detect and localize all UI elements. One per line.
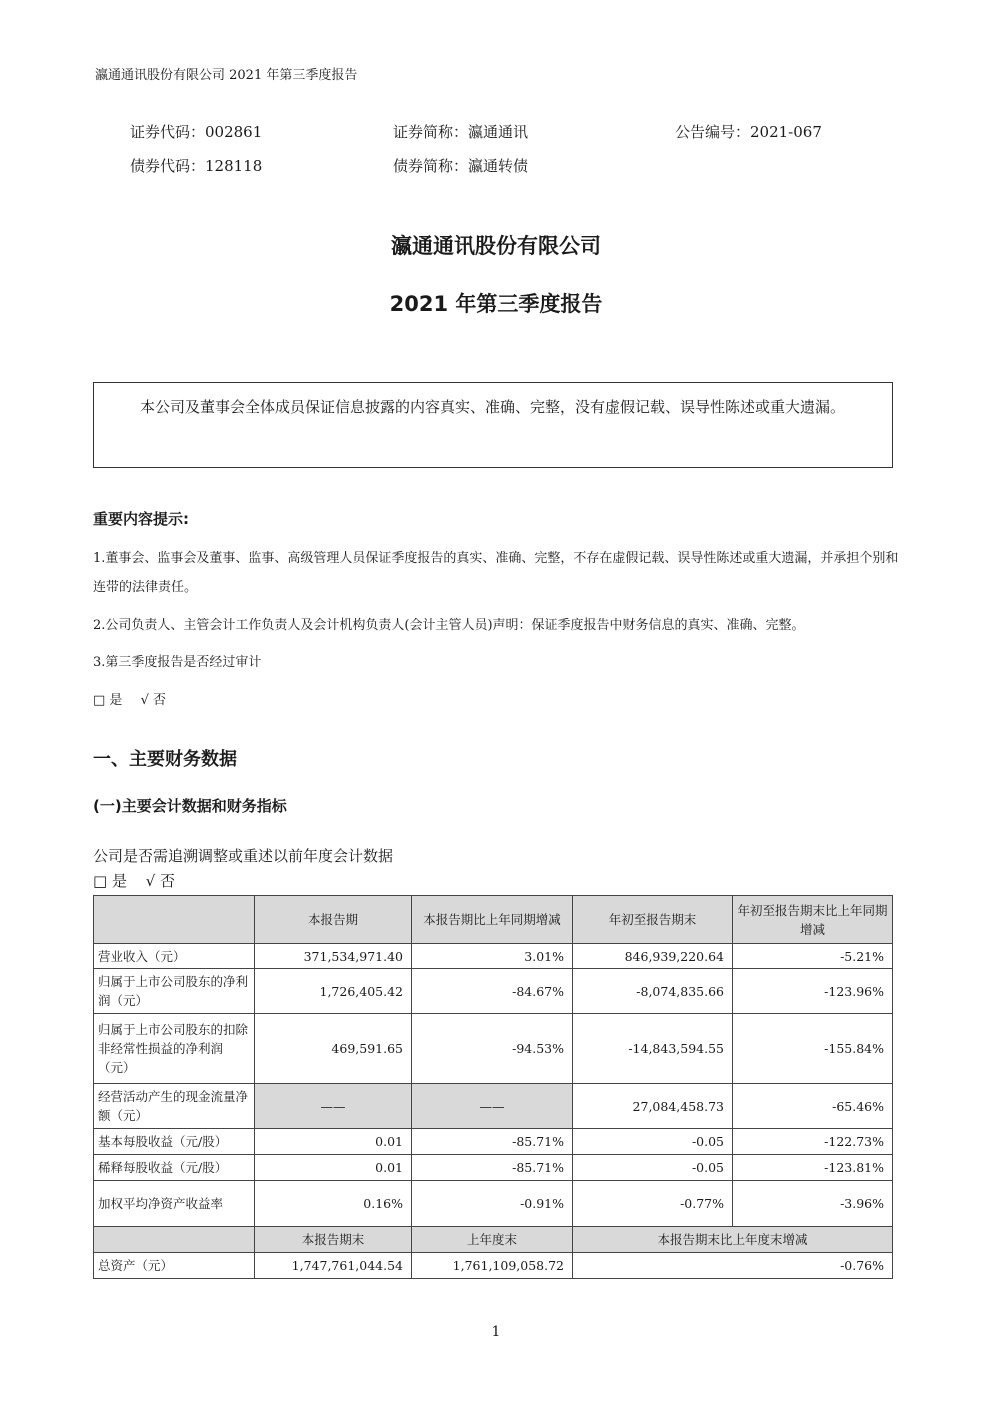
table-row (94, 1084, 893, 1129)
declaration-text: 本公司及董事会全体成员保证信息披露的内容真实、准确、完整，没有虚假记载、误导性陈述或重大遗漏。 (140, 398, 846, 416)
table-subheader-row (94, 1227, 893, 1253)
table-header-cell: 年初至报告期末 (573, 896, 733, 944)
restate-no-checkbox: √ 否 (145, 872, 176, 890)
table-cell: 846,939,220.64 (573, 944, 733, 969)
table-row (94, 944, 893, 969)
audit-no-checkbox: √ 否 (140, 693, 166, 708)
table-cell: -94.53% (412, 1014, 573, 1084)
table-cell: 0.01 (255, 1155, 412, 1181)
report-title: 2021 年第三季度报告 (389, 292, 603, 316)
table-cell: 1,726,405.42 (255, 969, 412, 1014)
table-cell: -155.84% (733, 1014, 893, 1084)
table-cell: -0.76% (573, 1253, 893, 1279)
table-header-cell: 本报告期末 (255, 1227, 412, 1253)
restate-question: 公司是否需追溯调整或重述以前年度会计数据 (93, 847, 394, 865)
subsection-heading: (一)主要会计数据和财务指标 (93, 797, 287, 815)
table-cell: 0.01 (255, 1129, 412, 1155)
notice-heading: 重要内容提示: (93, 510, 189, 528)
page-number: 1 (491, 1324, 501, 1340)
table-cell: -14,843,594.55 (573, 1014, 733, 1084)
notice-item-1: 1.董事会、监事会及董事、监事、高级管理人员保证季度报告的真实、准确、完整，不存在虚假记载、误导性陈述或重大遗漏，并承担个别和连带的法律责任。 (93, 551, 899, 595)
table-row (94, 1253, 893, 1279)
table-cell: -5.21% (733, 944, 893, 969)
audit-options (93, 686, 905, 715)
table-cell: -8,074,835.66 (573, 969, 733, 1014)
table-header-row (94, 896, 893, 944)
row-label: 归属于上市公司股东的扣除非经常性损益的净利润（元） (94, 1014, 255, 1084)
table-cell: -123.96% (733, 969, 893, 1014)
table-header-cell: 本报告期 (255, 896, 412, 944)
row-label: 稀释每股收益（元/股） (94, 1155, 255, 1181)
table-header-cell: 上年度末 (412, 1227, 573, 1253)
bond-code: 债券代码：128118 (130, 157, 263, 175)
row-label: 营业收入（元） (94, 944, 255, 969)
table-header-cell (94, 1227, 255, 1253)
notice-number: 公告编号：2021-067 (675, 123, 822, 141)
declaration-box (93, 382, 893, 468)
stock-abbreviation: 证券简称：瀛通通讯 (393, 123, 529, 141)
restate-options (93, 870, 189, 891)
company-title: 瀛通通讯股份有限公司 (391, 234, 601, 258)
table-cell: 1,747,761,044.54 (255, 1253, 412, 1279)
table-cell: —— (412, 1084, 573, 1129)
row-label: 加权平均净资产收益率 (94, 1181, 255, 1227)
stock-code: 证券代码：002861 (130, 123, 263, 141)
notice-item-3: 3.第三季度报告是否经过审计 (93, 655, 262, 670)
row-label: 总资产（元） (94, 1253, 255, 1279)
row-label: 归属于上市公司股东的净利润（元） (94, 969, 255, 1014)
table-cell: 1,761,109,058.72 (412, 1253, 573, 1279)
table-cell: -65.46% (733, 1084, 893, 1129)
table-cell: -3.96% (733, 1181, 893, 1227)
table-cell: 371,534,971.40 (255, 944, 412, 969)
table-cell: —— (255, 1084, 412, 1129)
table-cell: 0.16% (255, 1181, 412, 1227)
table-cell: -85.71% (412, 1129, 573, 1155)
section-heading: 一、主要财务数据 (93, 749, 237, 770)
row-label: 基本每股收益（元/股） (94, 1129, 255, 1155)
table-cell: -85.71% (412, 1155, 573, 1181)
table-cell: -0.05 (573, 1155, 733, 1181)
table-cell: -0.77% (573, 1181, 733, 1227)
table-cell: -122.73% (733, 1129, 893, 1155)
table-row (94, 1155, 893, 1181)
audit-yes-checkbox: □ 是 (93, 693, 123, 708)
table-row (94, 1181, 893, 1227)
restate-yes-checkbox: □ 是 (93, 872, 127, 890)
table-row (94, 1014, 893, 1084)
table-cell: 27,084,458.73 (573, 1084, 733, 1129)
table-cell: -84.67% (412, 969, 573, 1014)
table-header-cell: 年初至报告期末比上年同期增减 (733, 896, 893, 944)
table-cell: -0.91% (412, 1181, 573, 1227)
table-cell: -123.81% (733, 1155, 893, 1181)
table-header-cell: 本报告期末比上年度末增减 (573, 1227, 893, 1253)
table-row (94, 969, 893, 1014)
notice-item-2: 2.公司负责人、主管会计工作负责人及会计机构负责人(会计主管人员)声明：保证季度报告中财务信息的真实、准确、完整。 (93, 618, 805, 633)
financial-table (93, 895, 893, 1279)
running-header: 瀛通通讯股份有限公司 2021 年第三季度报告 (95, 68, 358, 83)
table-row (94, 1129, 893, 1155)
table-cell: 3.01% (412, 944, 573, 969)
table-header-cell: 本报告期比上年同期增减 (412, 896, 573, 944)
table-cell: 469,591.65 (255, 1014, 412, 1084)
bond-abbreviation: 债券简称：瀛通转债 (393, 157, 529, 175)
table-header-cell (94, 896, 255, 944)
row-label: 经营活动产生的现金流量净额（元） (94, 1084, 255, 1129)
table-cell: -0.05 (573, 1129, 733, 1155)
